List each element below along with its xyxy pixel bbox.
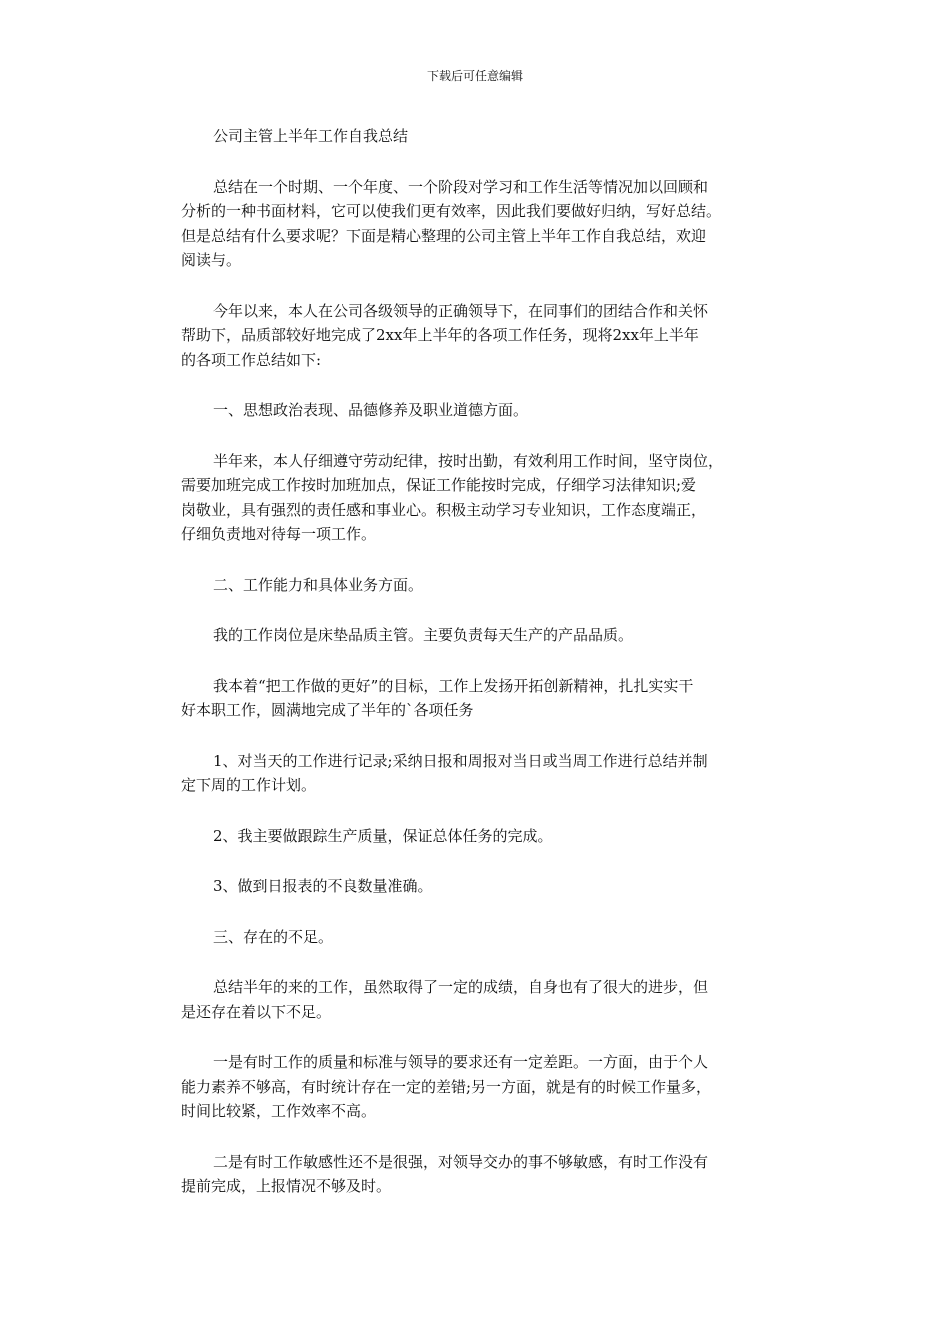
paragraph [181,975,777,1024]
paragraph-line: 分析的一种书面材料，它可以使我们更有效率，因此我们要做好归纳，写好总结。 [181,202,722,220]
paragraph-line: 今年以来，本人在公司各级领导的正确领导下，在同事们的团结合作和关怀 [213,301,709,320]
paragraph-line: 但是总结有什么要求呢？下面是精心整理的公司主管上半年工作自我总结，欢迎 [181,226,707,245]
paragraph-line: 好本职工作，圆满地完成了半年的`各项任务 [181,701,474,719]
paragraph-line: 2、我主要做跟踪生产质量，保证总体任务的完成。 [213,826,553,845]
paragraph-line: 我本着“把工作做的更好”的目标，工作上发扬开拓创新精神，扎扎实实干 [213,676,694,695]
paragraph [181,824,777,849]
paragraph-line: 三、存在的不足。 [213,927,334,946]
paragraph-line: 二是有时工作敏感性还不是很强，对领导交办的事不够敏感，有时工作没有 [213,1152,709,1171]
paragraph-line: 提前完成，上报情况不够及时。 [181,1177,392,1195]
paragraph-line: 仔细负责地对待每一项工作。 [181,525,377,543]
header-note: 下载后可任意编辑 [426,69,523,83]
paragraph [181,398,777,423]
paragraph [181,449,777,547]
paragraph-line: 能力素养不够高，有时统计存在一定的差错;另一方面，就是有的时候工作量多， [181,1077,712,1096]
paragraph [181,674,777,723]
paragraph [181,1150,777,1199]
paragraph-line: 一是有时工作的质量和标准与领导的要求还有一定差距。一方面，由于个人 [213,1053,709,1071]
paragraph-line: 3、做到日报表的不良数量准确。 [213,877,433,895]
paragraph-list [181,175,777,1199]
paragraph-line: 阅读与。 [181,251,242,269]
paragraph-line: 二、工作能力和具体业务方面。 [213,575,424,594]
paragraph [181,749,777,798]
paragraph-line: 总结在一个时期、一个年度、一个阶段对学习和工作生活等情况加以回顾和 [213,177,709,196]
paragraph [181,175,777,273]
paragraph-line: 需要加班完成工作按时加班加点，保证工作能按时完成，仔细学习法律知识;爱 [181,476,697,494]
paragraph-line: 半年来，本人仔细遵守劳动纪律，按时出勤，有效利用工作时间，坚守岗位， [213,451,724,470]
paragraph-line: 是还存在着以下不足。 [181,1002,332,1021]
paragraph-line: 定下周的工作计划。 [181,776,317,794]
paragraph [181,874,777,899]
paragraph-line: 1、对当天的工作进行记录;采纳日报和周报对当日或当周工作进行总结并制 [213,751,708,770]
paragraph-line: 帮助下，品质部较好地完成了2xx年上半年的各项工作任务，现将2xx年上半年 [181,326,699,344]
paragraph-line: 总结半年的来的工作，虽然取得了一定的成绩，自身也有了很大的进步，但 [213,978,709,996]
paragraph [181,573,777,598]
paragraph [181,1050,777,1124]
paragraph-line: 时间比较紧，工作效率不高。 [181,1102,377,1120]
paragraph [181,623,777,648]
paragraph [181,299,777,373]
paragraph-line: 的各项工作总结如下: [181,350,322,369]
paragraph [181,925,777,950]
paragraph-line: 一、思想政治表现、品德修养及职业道德方面。 [213,401,529,419]
paragraph-line: 岗敬业，具有强烈的责任感和事业心。积极主动学习专业知识，工作态度端正， [181,500,707,519]
document-title: 公司主管上半年工作自我总结 [213,127,409,145]
paragraph-line: 我的工作岗位是床垫品质主管。主要负责每天生产的产品品质。 [213,626,634,644]
document-body [181,124,777,1225]
